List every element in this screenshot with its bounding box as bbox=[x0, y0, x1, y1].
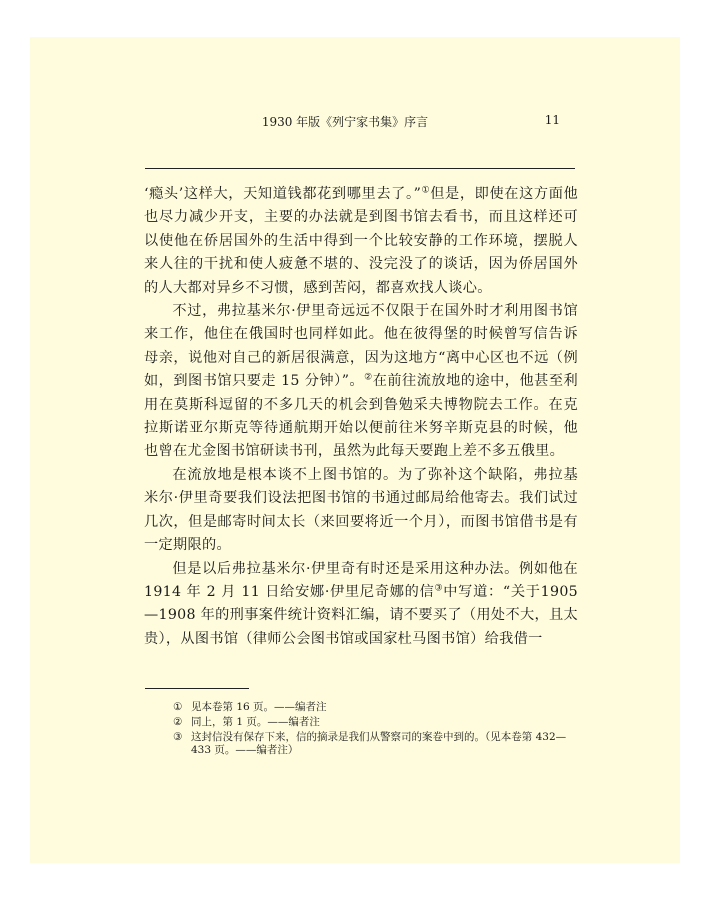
header-title: 1930 年版《列宁家书集》序言 bbox=[261, 115, 429, 129]
footnote-ref[interactable]: ② bbox=[364, 372, 373, 383]
paragraph-text: ‘瘾头’这样大，天知道钱都花到哪里去了。” bbox=[144, 186, 422, 202]
footnote-mark: ② bbox=[173, 716, 183, 728]
paragraph bbox=[144, 464, 578, 558]
footnote-ref[interactable]: ① bbox=[421, 185, 431, 196]
paragraph-text: 但是，即使在这方面他也尽力减少开支，主要的办法就是到图书馆去看书，而且这样还可以使他在侨居国外的生活中得到一个比较安静的工作环境，摆脱人来人往的干扰和使人疲惫不堪的、没完没了的谈话，因为侨居国外的人大都对异乡不习惯，感到苦闷，都喜欢找人谈心。 bbox=[144, 186, 578, 296]
footnote-mark: ③ bbox=[173, 731, 183, 743]
paragraph-text: 但是以后弗拉基米尔·伊里奇有时还是采用这种办法。例如他在 1914 年 2 月 11 日给安娜·伊里尼奇娜的信 bbox=[144, 560, 578, 600]
paragraph-text: 在流放地是根本谈不上图书馆的。为了弥补这个缺陷，弗拉基米尔·伊里奇要我们设法把图书馆的书通过邮局给他寄去。我们试过几次，但是邮寄时间太长（来回要将近一个月），而图书馆借书是有一定期限的。 bbox=[144, 466, 578, 554]
footnote-text: 见本卷第 16 页。——编者注 bbox=[191, 701, 327, 713]
paragraph-text: 在前往流放地的途中，他甚至利用在莫斯科逗留的不多几天的机会到鲁勉采夫博物院去工作。在克拉斯诺亚尔斯克等待通航期开始以便前往米努辛斯克县的时候，他也曾在尤金图书馆研读书刊，虽然为此每天要跑上差不多五俄里。 bbox=[144, 373, 578, 460]
body-text bbox=[144, 183, 578, 651]
footnote-text: 同上，第 1 页。——编者注 bbox=[191, 716, 320, 728]
paragraph bbox=[144, 300, 578, 464]
footnote bbox=[173, 716, 581, 729]
footnote bbox=[173, 731, 581, 757]
footnote-text: 这封信没有保存下来，信的摘录是我们从警察司的案卷中到的。（见本卷第 432—433 页。——编者注） bbox=[191, 731, 567, 756]
footnote bbox=[173, 701, 581, 714]
paragraph-text: 中写道：“关于1905—1908 年的刑事案件统计资料汇编，请不要买了（用处不大，且太贵），从图书馆（律师公会图书馆或国家杜马图书馆）给我借一 bbox=[144, 583, 578, 647]
header-rule bbox=[145, 168, 575, 169]
footnote-mark: ① bbox=[173, 701, 183, 713]
paragraph-text: 不过，弗拉基米尔·伊里奇远远不仅限于在国外时才利用图书馆来工作，他住在俄国时也同样如此。他在彼得堡的时候曾写信告诉母亲，说他对自己的新居很满意，因为这地方“离中心区也不远（例如，到图书馆只要走 15 分钟）”。 bbox=[144, 303, 578, 390]
footnote-ref[interactable]: ③ bbox=[434, 583, 444, 594]
footnote-rule bbox=[145, 688, 249, 689]
paragraph bbox=[144, 558, 578, 652]
paragraph bbox=[144, 183, 578, 300]
page-number: 11 bbox=[544, 113, 560, 127]
footnotes bbox=[173, 701, 581, 759]
running-header bbox=[112, 112, 578, 132]
